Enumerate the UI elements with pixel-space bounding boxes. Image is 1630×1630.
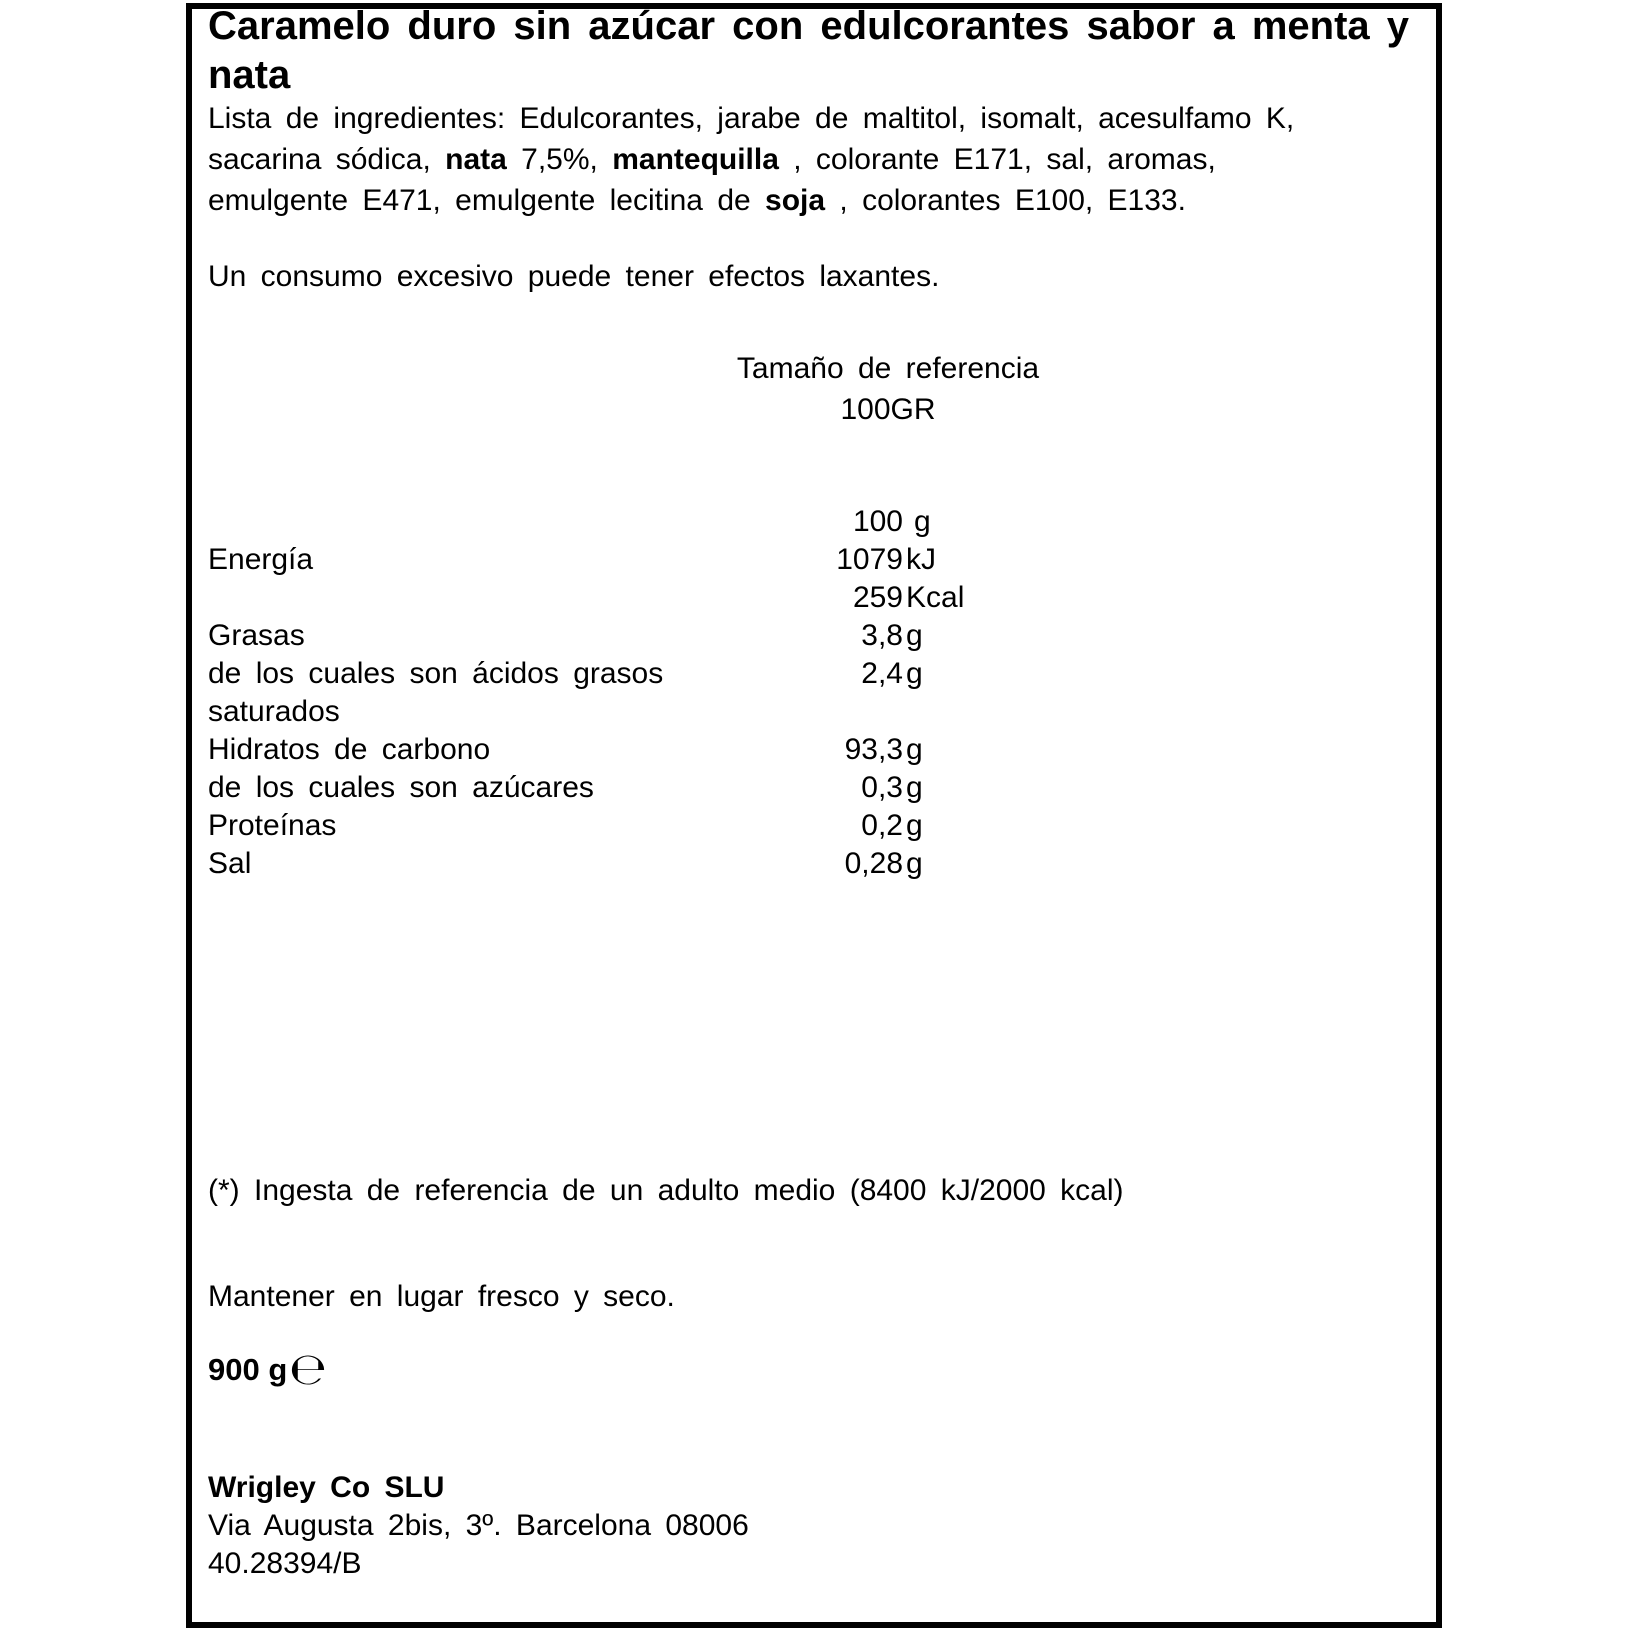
nutrition-unit: kJ [906,543,936,576]
nutrition-label: Sal [208,847,252,880]
ingredients-text: sacarina sódica, [208,143,446,176]
reference-intake-note: (*) Ingesta de referencia de un adulto medio (8400 kJ/2000 kcal) [208,1174,1124,1207]
nutrition-value [708,693,903,731]
nutrition-row-carbohydrates [208,731,1308,769]
nutrition-row-protein [208,807,1308,845]
nutrition-row-fat [208,617,1308,655]
nutrition-unit: g [906,771,923,804]
nutrition-label: Grasas [208,619,305,652]
nutrition-value: 0,2 [861,809,903,842]
nutrition-value: 93,3 [844,733,903,766]
ingredients-list [208,98,1428,221]
reference-size-title: Tamaño de referencia [736,352,1040,385]
estimated-sign: ℮ [289,1344,327,1395]
ingredients-text: , colorantes E100, E133. [825,184,1186,217]
manufacturer-info [208,1469,1418,1583]
nutrition-table [208,503,1308,883]
nutrition-row-energy-kj [208,541,1308,579]
nutrition-unit: Kcal [906,581,965,614]
ingredients-text: emulgente E471, emulgente lecitina de [208,184,766,217]
nutrition-label [208,579,708,617]
nutrition-unit: g [906,657,923,690]
nutrition-unit: g [906,619,923,652]
net-weight [208,1344,808,1395]
product-title-line1: Caramelo duro sin azúcar con edulcorantes sabor a menta y [208,4,1410,48]
product-title-line2: nata [208,53,291,97]
nutrition-row-sugars [208,769,1308,807]
nutrition-column-header-row [208,503,1308,541]
storage-instructions: Mantener en lugar fresco y seco. [208,1280,675,1313]
nutrition-label: de los cuales son ácidos grasos [208,657,664,690]
laxative-warning: Un consumo excesivo puede tener efectos laxantes. [208,260,940,293]
nutrition-label: saturados [208,695,340,728]
ingredients-line [208,98,1428,139]
ingredients-text: , colorante E171, sal, aromas, [778,143,1216,176]
net-weight-value: 900 g [208,1352,288,1387]
reference-size-value: 100GR [840,393,936,426]
nutrition-label [208,503,708,541]
manufacturer-registration: 40.28394/B [208,1547,362,1580]
nutrition-row-energy-kcal [208,579,1308,617]
ingredients-line [208,139,1428,180]
allergen-soja: soja [765,184,826,217]
nutrition-label: de los cuales son azúcares [208,771,594,804]
nutrition-value: 0,28 [844,847,903,880]
nutrition-row-salt [208,845,1308,883]
allergen-mantequilla: mantequilla [612,143,779,176]
nutrition-value: 1079 [836,543,903,576]
nutrition-value: 259 [852,581,903,614]
nutrition-value: 0,3 [861,771,903,804]
nutrition-label: Energía [208,543,314,576]
manufacturer-address: Via Augusta 2bis, 3º. Barcelona 08006 [208,1509,749,1542]
ingredients-line [208,180,1428,221]
ingredients-text: 7,5%, [506,143,613,176]
nutrition-unit: g [906,847,923,880]
product-title [208,2,1448,100]
nutrition-value: 3,8 [861,619,903,652]
nutrition-label: Hidratos de carbono [208,733,491,766]
nutrition-row-saturated-fat-cont [208,693,1308,731]
allergen-nata: nata [445,143,507,176]
nutrition-row-saturated-fat [208,655,1308,693]
ingredients-text: Lista de ingredientes: Edulcorantes, jarabe de maltitol, isomalt, acesulfamo K, [208,102,1295,135]
nutrition-value: 100 [852,505,903,538]
nutrition-unit: g [914,505,931,538]
nutrition-label: Proteínas [208,809,337,842]
nutrition-unit: g [906,809,923,842]
nutrition-value: 2,4 [861,657,903,690]
manufacturer-name: Wrigley Co SLU [208,1471,445,1504]
nutrition-unit: g [906,733,923,766]
